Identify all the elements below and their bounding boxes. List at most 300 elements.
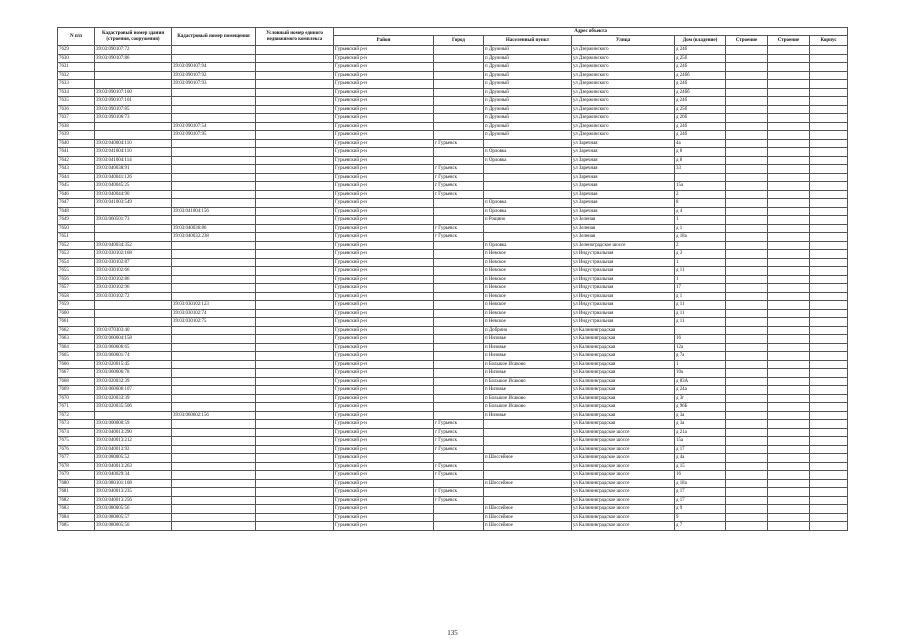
- cell-empty: [768, 199, 810, 208]
- cell-empty: [768, 88, 810, 97]
- cell-city: [434, 250, 484, 259]
- cell-empty: [810, 97, 848, 106]
- cell-locality: п Орловка: [484, 241, 572, 250]
- cell-house: д 7а: [675, 352, 726, 361]
- cell-empty: [810, 462, 848, 471]
- cell-empty: [810, 377, 848, 386]
- cell-house: 16: [675, 335, 726, 344]
- cell-district: Гурьевский р-н: [334, 454, 434, 463]
- cell-empty: [726, 488, 768, 497]
- cell-complex-number: [256, 462, 334, 471]
- cell-locality: [484, 182, 572, 191]
- cell-locality: п Невское: [484, 250, 572, 259]
- cell-city: г Гурьевск: [434, 496, 484, 505]
- table-row: [58, 173, 848, 182]
- cell-city: [434, 479, 484, 488]
- cell-empty: [726, 522, 768, 531]
- cell-empty: [726, 309, 768, 318]
- cell-district: Гурьевский р-н: [334, 105, 434, 114]
- cell-empty: [810, 428, 848, 437]
- table-row: [58, 122, 848, 131]
- cell-complex-number: [256, 139, 334, 148]
- cell-street: ул Калининградская: [572, 403, 675, 412]
- cell-district: Гурьевский р-н: [334, 182, 434, 191]
- cell-locality: п Дружный: [484, 114, 572, 123]
- registry-sheet: [57, 27, 847, 531]
- cell-empty: [726, 148, 768, 157]
- cell-n: 7681: [58, 488, 95, 497]
- cell-city: [434, 63, 484, 72]
- cell-n: 7678: [58, 462, 95, 471]
- cell-building-cadastral: 39:03:020033:39: [95, 394, 172, 403]
- cell-premise-cadastral: [172, 156, 256, 165]
- cell-n: 7634: [58, 88, 95, 97]
- cell-street: ул Калининградская: [572, 420, 675, 429]
- cell-empty: [768, 437, 810, 446]
- cell-empty: [768, 369, 810, 378]
- cell-locality: [484, 139, 572, 148]
- cell-building-cadastral: [95, 80, 172, 89]
- cell-n: 7637: [58, 114, 95, 123]
- cell-complex-number: [256, 292, 334, 301]
- cell-city: г Гурьевск: [434, 471, 484, 480]
- cell-district: Гурьевский р-н: [334, 488, 434, 497]
- cell-empty: [810, 386, 848, 395]
- cell-complex-number: [256, 122, 334, 131]
- cell-street: ул Заречная: [572, 207, 675, 216]
- cell-premise-cadastral: [172, 326, 256, 335]
- cell-district: Гурьевский р-н: [334, 139, 434, 148]
- cell-house: д 1: [675, 224, 726, 233]
- cell-complex-number: [256, 182, 334, 191]
- header-district: Район: [334, 36, 434, 46]
- cell-complex-number: [256, 360, 334, 369]
- header-city: Город: [434, 36, 484, 46]
- table-row: [58, 505, 848, 514]
- cell-n: 7636: [58, 105, 95, 114]
- cell-premise-cadastral: [172, 343, 256, 352]
- cell-empty: [810, 267, 848, 276]
- cell-district: Гурьевский р-н: [334, 148, 434, 157]
- cell-city: г Гурьевск: [434, 428, 484, 437]
- cell-n: 7665: [58, 352, 95, 361]
- cell-building-cadastral: 39:03:090107:85: [95, 105, 172, 114]
- cell-complex-number: [256, 522, 334, 531]
- cell-empty: [726, 71, 768, 80]
- cell-city: [434, 454, 484, 463]
- cell-empty: [726, 233, 768, 242]
- cell-building-cadastral: 39:03:040038:91: [95, 165, 172, 174]
- cell-city: [434, 343, 484, 352]
- cell-empty: [810, 369, 848, 378]
- cell-city: [434, 352, 484, 361]
- cell-n: 7647: [58, 199, 95, 208]
- cell-empty: [726, 54, 768, 63]
- cell-complex-number: [256, 428, 334, 437]
- cell-street: ул Зеленая: [572, 216, 675, 225]
- cell-empty: [726, 479, 768, 488]
- cell-empty: [726, 207, 768, 216]
- cell-empty: [726, 352, 768, 361]
- cell-district: Гурьевский р-н: [334, 190, 434, 199]
- cell-city: г Гурьевск: [434, 233, 484, 242]
- cell-street: ул Калининградское шоссе: [572, 522, 675, 531]
- cell-empty: [810, 114, 848, 123]
- cell-premise-cadastral: 39:03:090107:94: [172, 63, 256, 72]
- cell-empty: [768, 343, 810, 352]
- cell-building-cadastral: 39:03:040013:290: [95, 428, 172, 437]
- cell-district: Гурьевский р-н: [334, 335, 434, 344]
- cell-city: [434, 122, 484, 131]
- table-row: [58, 148, 848, 157]
- cell-complex-number: [256, 275, 334, 284]
- cell-building-cadastral: 39:03:090107:72: [95, 46, 172, 55]
- cell-empty: [810, 182, 848, 191]
- table-row: [58, 71, 848, 80]
- table-row: [58, 241, 848, 250]
- cell-house: д 24а: [675, 386, 726, 395]
- cell-street: ул Калининградская: [572, 335, 675, 344]
- cell-locality: [484, 233, 572, 242]
- cell-empty: [726, 437, 768, 446]
- cell-locality: п Низовье: [484, 386, 572, 395]
- cell-empty: [768, 190, 810, 199]
- cell-street: ул Дзержинского: [572, 105, 675, 114]
- cell-building-cadastral: 39:03:041004:114: [95, 156, 172, 165]
- cell-n: 7631: [58, 63, 95, 72]
- cell-premise-cadastral: 39:03:030102:74: [172, 309, 256, 318]
- cell-house: 1: [675, 360, 726, 369]
- cell-complex-number: [256, 318, 334, 327]
- cell-empty: [768, 326, 810, 335]
- cell-city: [434, 207, 484, 216]
- cell-locality: п Невское: [484, 267, 572, 276]
- cell-house: д 3а: [675, 411, 726, 420]
- cell-n: 7668: [58, 377, 95, 386]
- cell-locality: [484, 488, 572, 497]
- table-row: [58, 343, 848, 352]
- cell-building-cadastral: 39:03:060604:158: [95, 335, 172, 344]
- cell-building-cadastral: [95, 224, 172, 233]
- table-row: [58, 454, 848, 463]
- cell-empty: [768, 454, 810, 463]
- cell-empty: [726, 165, 768, 174]
- cell-complex-number: [256, 156, 334, 165]
- table-row: [58, 165, 848, 174]
- cell-street: ул Калининградское шоссе: [572, 454, 675, 463]
- cell-empty: [810, 122, 848, 131]
- table-row: [58, 105, 848, 114]
- cell-empty: [726, 250, 768, 259]
- cell-house: д 24бб: [675, 88, 726, 97]
- header-complex-number: Условный номер единого недвижимого комплекса: [256, 28, 334, 46]
- cell-street: ул Калининградская: [572, 343, 675, 352]
- cell-empty: [810, 156, 848, 165]
- cell-premise-cadastral: [172, 292, 256, 301]
- cell-n: 7663: [58, 335, 95, 344]
- table-row: [58, 131, 848, 140]
- table-row: [58, 522, 848, 531]
- cell-street: ул Калининградская: [572, 377, 675, 386]
- cell-complex-number: [256, 445, 334, 454]
- cell-complex-number: [256, 173, 334, 182]
- cell-premise-cadastral: [172, 258, 256, 267]
- cell-district: Гурьевский р-н: [334, 165, 434, 174]
- cell-complex-number: [256, 420, 334, 429]
- cell-empty: [768, 46, 810, 55]
- cell-street: ул Заречная: [572, 148, 675, 157]
- table-row: [58, 471, 848, 480]
- cell-n: 7651: [58, 233, 95, 242]
- cell-locality: п Дружный: [484, 80, 572, 89]
- cell-building-cadastral: [95, 301, 172, 310]
- cell-n: 7630: [58, 54, 95, 63]
- table-row: [58, 488, 848, 497]
- cell-street: ул Калининградское шоссе: [572, 428, 675, 437]
- cell-district: Гурьевский р-н: [334, 224, 434, 233]
- table-row: [58, 352, 848, 361]
- table-row: [58, 156, 848, 165]
- cell-empty: [726, 182, 768, 191]
- cell-n: 7685: [58, 522, 95, 531]
- cell-locality: п Невское: [484, 284, 572, 293]
- cell-complex-number: [256, 471, 334, 480]
- cell-building-cadastral: 39:03:030102:66: [95, 267, 172, 276]
- cell-city: г Гурьевск: [434, 224, 484, 233]
- cell-street: ул Калининградское шоссе: [572, 437, 675, 446]
- cell-city: [434, 301, 484, 310]
- cell-n: 7640: [58, 139, 95, 148]
- cell-complex-number: [256, 224, 334, 233]
- cell-building-cadastral: 39:03:060501:73: [95, 216, 172, 225]
- header-locality: Населенный пункт: [484, 36, 572, 46]
- cell-premise-cadastral: 39:03:030102:123: [172, 301, 256, 310]
- cell-street: ул Заречная: [572, 182, 675, 191]
- cell-empty: [726, 156, 768, 165]
- cell-n: 7675: [58, 437, 95, 446]
- cell-city: [434, 403, 484, 412]
- cell-district: Гурьевский р-н: [334, 479, 434, 488]
- cell-premise-cadastral: [172, 377, 256, 386]
- cell-building-cadastral: 39:03:000000:59: [95, 420, 172, 429]
- cell-empty: [726, 369, 768, 378]
- cell-building-cadastral: 39:03:020035:506: [95, 403, 172, 412]
- cell-street: ул Индустриальная: [572, 318, 675, 327]
- cell-empty: [810, 275, 848, 284]
- cell-n: 7656: [58, 275, 95, 284]
- cell-locality: п Низовье: [484, 411, 572, 420]
- cell-premise-cadastral: 39:03:090107:95: [172, 131, 256, 140]
- cell-city: г Гурьевск: [434, 173, 484, 182]
- cell-locality: [484, 165, 572, 174]
- cell-empty: [768, 386, 810, 395]
- cell-locality: [484, 420, 572, 429]
- cell-street: ул Дзержинского: [572, 54, 675, 63]
- table-row: [58, 496, 848, 505]
- cell-empty: [768, 207, 810, 216]
- cell-street: ул Заречная: [572, 190, 675, 199]
- cell-street: ул Заречная: [572, 139, 675, 148]
- cell-house: 2: [675, 190, 726, 199]
- cell-premise-cadastral: [172, 462, 256, 471]
- cell-premise-cadastral: [172, 386, 256, 395]
- cell-house: д 96Б: [675, 403, 726, 412]
- cell-city: г Гурьевск: [434, 488, 484, 497]
- cell-district: Гурьевский р-н: [334, 513, 434, 522]
- cell-n: 7632: [58, 71, 95, 80]
- cell-house: 1: [675, 258, 726, 267]
- cell-complex-number: [256, 88, 334, 97]
- cell-complex-number: [256, 437, 334, 446]
- cell-locality: [484, 496, 572, 505]
- cell-locality: п Невское: [484, 318, 572, 327]
- table-row: [58, 420, 848, 429]
- cell-street: ул Индустриальная: [572, 275, 675, 284]
- cell-house: д 24б: [675, 97, 726, 106]
- cell-empty: [810, 352, 848, 361]
- cell-building-cadastral: [95, 233, 172, 242]
- cell-n: 7652: [58, 241, 95, 250]
- cell-empty: [810, 309, 848, 318]
- cell-premise-cadastral: [172, 428, 256, 437]
- cell-locality: п Дружный: [484, 88, 572, 97]
- cell-city: г Гурьевск: [434, 437, 484, 446]
- cell-district: Гурьевский р-н: [334, 258, 434, 267]
- cell-premise-cadastral: [172, 471, 256, 480]
- cell-city: [434, 377, 484, 386]
- cell-empty: [810, 471, 848, 480]
- cell-n: 7639: [58, 131, 95, 140]
- cell-complex-number: [256, 250, 334, 259]
- cell-empty: [810, 54, 848, 63]
- cell-premise-cadastral: 39:03:090107:92: [172, 71, 256, 80]
- cell-locality: [484, 173, 572, 182]
- cell-district: Гурьевский р-н: [334, 369, 434, 378]
- cell-house: 12а: [675, 343, 726, 352]
- cell-empty: [726, 199, 768, 208]
- cell-empty: [810, 411, 848, 420]
- cell-locality: п Невское: [484, 275, 572, 284]
- cell-building-cadastral: 39:03:040034:352: [95, 241, 172, 250]
- cell-n: 7649: [58, 216, 95, 225]
- cell-city: [434, 292, 484, 301]
- cell-street: ул Дзержинского: [572, 46, 675, 55]
- cell-n: 7641: [58, 148, 95, 157]
- cell-street: ул Калининградское шоссе: [572, 471, 675, 480]
- table-row: [58, 411, 848, 420]
- cell-district: Гурьевский р-н: [334, 131, 434, 140]
- cell-empty: [810, 224, 848, 233]
- cell-city: [434, 114, 484, 123]
- cell-empty: [810, 241, 848, 250]
- cell-house: д 17: [675, 496, 726, 505]
- cell-city: [434, 267, 484, 276]
- cell-street: ул Калининградская: [572, 411, 675, 420]
- cell-house: д 8: [675, 148, 726, 157]
- table-row: [58, 377, 848, 386]
- cell-city: [434, 97, 484, 106]
- cell-n: 7645: [58, 182, 95, 191]
- cell-empty: [768, 394, 810, 403]
- table-body: [58, 46, 848, 531]
- table-row: [58, 80, 848, 89]
- cell-house: 10а: [675, 369, 726, 378]
- cell-locality: п Дружный: [484, 71, 572, 80]
- cell-street: ул Калининградское шоссе: [572, 445, 675, 454]
- cell-building-cadastral: 39:03:040013:263: [95, 462, 172, 471]
- cell-empty: [726, 190, 768, 199]
- header-house: Дом (владение): [675, 36, 726, 46]
- cell-street: ул Индустриальная: [572, 292, 675, 301]
- cell-street: ул Зеленоградское шоссе: [572, 241, 675, 250]
- cell-street: ул Зеленая: [572, 233, 675, 242]
- cell-district: Гурьевский р-н: [334, 173, 434, 182]
- table-row: [58, 139, 848, 148]
- cell-n: 7662: [58, 326, 95, 335]
- cell-premise-cadastral: 39:03:090107:93: [172, 80, 256, 89]
- cell-locality: [484, 428, 572, 437]
- cell-house: д 24б: [675, 80, 726, 89]
- page-number: 135: [447, 629, 458, 637]
- cell-n: 7654: [58, 258, 95, 267]
- cell-complex-number: [256, 46, 334, 55]
- cell-house: 1: [675, 275, 726, 284]
- cell-street: ул Калининградское шоссе: [572, 488, 675, 497]
- cell-empty: [810, 496, 848, 505]
- cell-locality: п Шоссейное: [484, 513, 572, 522]
- cell-house: д 1: [675, 292, 726, 301]
- cell-premise-cadastral: 39:03:040032:238: [172, 233, 256, 242]
- cell-complex-number: [256, 411, 334, 420]
- table-row: [58, 182, 848, 191]
- cell-complex-number: [256, 505, 334, 514]
- cell-city: [434, 105, 484, 114]
- header-building-1: Строение: [726, 36, 768, 46]
- cell-premise-cadastral: [172, 54, 256, 63]
- cell-empty: [768, 156, 810, 165]
- cell-locality: п Большое Исаково: [484, 394, 572, 403]
- cell-locality: п Добрино: [484, 326, 572, 335]
- cell-house: д 3: [675, 250, 726, 259]
- cell-empty: [810, 360, 848, 369]
- cell-empty: [810, 63, 848, 72]
- cell-house: 1: [675, 216, 726, 225]
- cell-city: г Гурьевск: [434, 165, 484, 174]
- table-row: [58, 335, 848, 344]
- cell-district: Гурьевский р-н: [334, 326, 434, 335]
- cell-premise-cadastral: [172, 505, 256, 514]
- cell-complex-number: [256, 496, 334, 505]
- cell-empty: [768, 165, 810, 174]
- table-row: [58, 233, 848, 242]
- cell-city: [434, 522, 484, 531]
- cell-complex-number: [256, 190, 334, 199]
- cell-house: д 3а: [675, 420, 726, 429]
- cell-n: 7629: [58, 46, 95, 55]
- cell-house: д 4: [675, 207, 726, 216]
- cell-n: 7644: [58, 173, 95, 182]
- cell-house: д 24б: [675, 131, 726, 140]
- cell-district: Гурьевский р-н: [334, 437, 434, 446]
- cell-house: д 3г: [675, 394, 726, 403]
- cell-empty: [810, 454, 848, 463]
- cell-empty: [768, 131, 810, 140]
- cell-empty: [768, 233, 810, 242]
- table-row: [58, 267, 848, 276]
- cell-empty: [768, 428, 810, 437]
- cell-district: Гурьевский р-н: [334, 471, 434, 480]
- cell-empty: [810, 335, 848, 344]
